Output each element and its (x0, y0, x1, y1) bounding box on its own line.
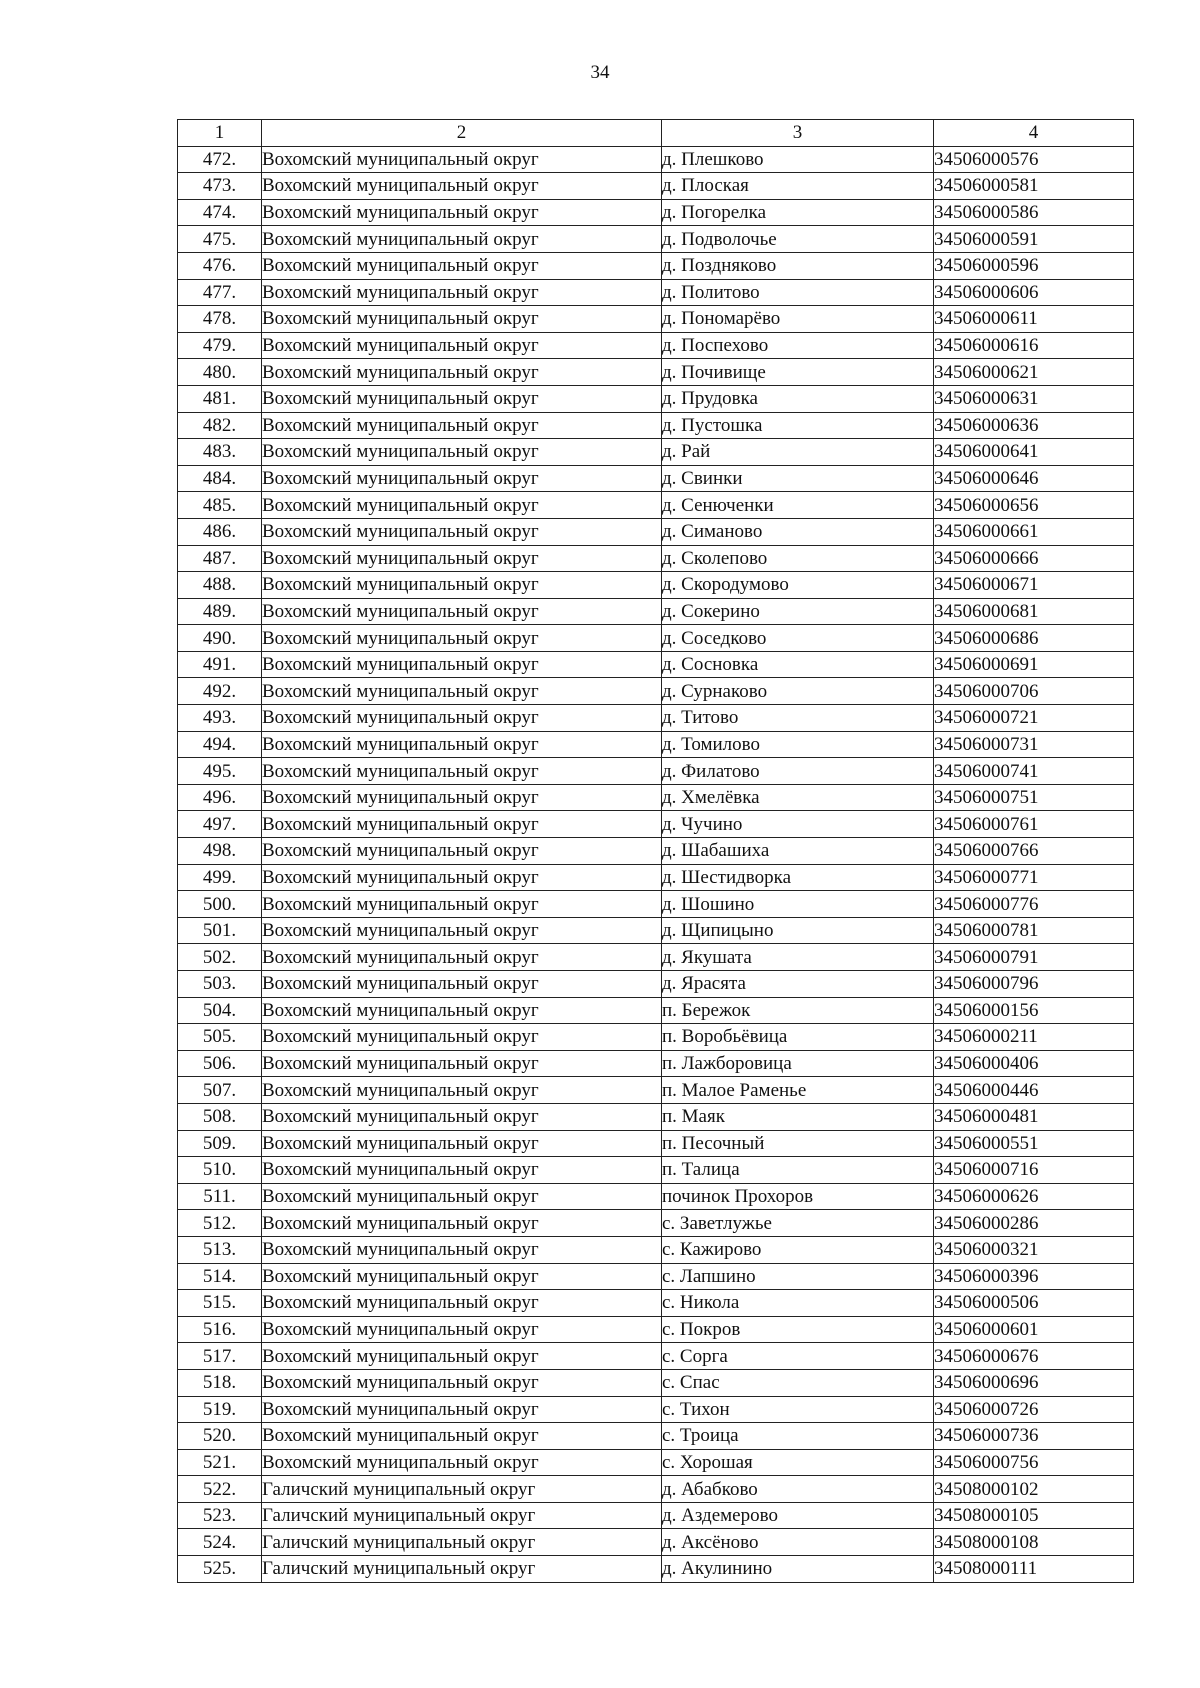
district-cell: Вохомский муниципальный округ (262, 359, 662, 386)
oktmo-code-cell: 34506000596 (934, 252, 1134, 279)
oktmo-code-cell: 34506000286 (934, 1210, 1134, 1237)
oktmo-code-cell: 34506000601 (934, 1316, 1134, 1343)
table-row (178, 545, 1134, 572)
table-row (178, 917, 1134, 944)
district-cell: Вохомский муниципальный округ (262, 572, 662, 599)
table-row (178, 1396, 1134, 1423)
table-row (178, 678, 1134, 705)
oktmo-code-cell: 34506000726 (934, 1396, 1134, 1423)
header-col-3: 3 (662, 120, 934, 147)
row-number-cell: 521. (178, 1449, 262, 1476)
district-cell: Вохомский муниципальный округ (262, 332, 662, 359)
row-number-cell: 508. (178, 1103, 262, 1130)
oktmo-code-cell: 34506000321 (934, 1236, 1134, 1263)
table-row (178, 279, 1134, 306)
oktmo-code-cell: 34506000791 (934, 944, 1134, 971)
row-number-cell: 488. (178, 572, 262, 599)
settlement-cell: д. Плоская (662, 173, 934, 200)
oktmo-code-cell: 34506000781 (934, 917, 1134, 944)
district-cell: Вохомский муниципальный округ (262, 1290, 662, 1317)
table-row (178, 1210, 1134, 1237)
district-cell: Вохомский муниципальный округ (262, 465, 662, 492)
oktmo-code-cell: 34506000686 (934, 625, 1134, 652)
district-cell: Галичский муниципальный округ (262, 1502, 662, 1529)
table-row (178, 1183, 1134, 1210)
district-cell: Вохомский муниципальный округ (262, 944, 662, 971)
oktmo-code-cell: 34506000656 (934, 492, 1134, 519)
settlement-cell: с. Лапшино (662, 1263, 934, 1290)
district-cell: Вохомский муниципальный округ (262, 1157, 662, 1184)
oktmo-code-cell: 34508000102 (934, 1476, 1134, 1503)
settlement-cell: с. Спас (662, 1369, 934, 1396)
district-cell: Вохомский муниципальный округ (262, 1210, 662, 1237)
settlement-cell: с. Заветлужье (662, 1210, 934, 1237)
table-row (178, 199, 1134, 226)
oktmo-code-cell: 34506000666 (934, 545, 1134, 572)
district-cell: Вохомский муниципальный округ (262, 1130, 662, 1157)
settlement-cell: п. Бережок (662, 997, 934, 1024)
header-col-1: 1 (178, 120, 262, 147)
district-cell: Вохомский муниципальный округ (262, 625, 662, 652)
row-number-cell: 492. (178, 678, 262, 705)
oktmo-code-cell: 34508000111 (934, 1556, 1134, 1583)
oktmo-code-cell: 34506000741 (934, 758, 1134, 785)
district-cell: Вохомский муниципальный округ (262, 1396, 662, 1423)
settlement-cell: д. Сокерино (662, 598, 934, 625)
table-row (178, 997, 1134, 1024)
settlement-cell: с. Хорошая (662, 1449, 934, 1476)
row-number-cell: 477. (178, 279, 262, 306)
district-cell: Вохомский муниципальный округ (262, 784, 662, 811)
settlement-cell: починок Прохоров (662, 1183, 934, 1210)
district-cell: Вохомский муниципальный округ (262, 1236, 662, 1263)
district-cell: Вохомский муниципальный округ (262, 1050, 662, 1077)
table-row (178, 838, 1134, 865)
table-row (178, 1077, 1134, 1104)
oktmo-code-cell: 34506000756 (934, 1449, 1134, 1476)
district-cell: Вохомский муниципальный округ (262, 917, 662, 944)
table-row (178, 784, 1134, 811)
oktmo-code-cell: 34506000691 (934, 651, 1134, 678)
table-row (178, 572, 1134, 599)
district-cell: Вохомский муниципальный округ (262, 279, 662, 306)
row-number-cell: 506. (178, 1050, 262, 1077)
row-number-cell: 513. (178, 1236, 262, 1263)
row-number-cell: 523. (178, 1502, 262, 1529)
district-cell: Вохомский муниципальный округ (262, 385, 662, 412)
district-cell: Вохомский муниципальный округ (262, 1423, 662, 1450)
table-row (178, 705, 1134, 732)
district-cell: Вохомский муниципальный округ (262, 412, 662, 439)
row-number-cell: 494. (178, 731, 262, 758)
district-cell: Галичский муниципальный округ (262, 1476, 662, 1503)
table-row (178, 864, 1134, 891)
table-row (178, 306, 1134, 333)
table-row (178, 1369, 1134, 1396)
table-row (178, 1050, 1134, 1077)
settlement-cell: д. Аздемерово (662, 1502, 934, 1529)
row-number-cell: 490. (178, 625, 262, 652)
row-number-cell: 473. (178, 173, 262, 200)
oktmo-code-cell: 34506000606 (934, 279, 1134, 306)
district-cell: Вохомский муниципальный округ (262, 1024, 662, 1051)
row-number-cell: 499. (178, 864, 262, 891)
settlement-cell: д. Рай (662, 439, 934, 466)
row-number-cell: 479. (178, 332, 262, 359)
table-row (178, 1343, 1134, 1370)
settlement-cell: д. Ярасята (662, 971, 934, 998)
oktmo-code-cell: 34506000716 (934, 1157, 1134, 1184)
settlement-cell: д. Абабково (662, 1476, 934, 1503)
oktmo-code-cell: 34506000481 (934, 1103, 1134, 1130)
district-cell: Вохомский муниципальный округ (262, 518, 662, 545)
oktmo-code-cell: 34506000766 (934, 838, 1134, 865)
row-number-cell: 509. (178, 1130, 262, 1157)
row-number-cell: 472. (178, 146, 262, 173)
district-cell: Вохомский муниципальный округ (262, 439, 662, 466)
row-number-cell: 515. (178, 1290, 262, 1317)
oktmo-code-cell: 34506000506 (934, 1290, 1134, 1317)
oktmo-code-cell: 34506000576 (934, 146, 1134, 173)
settlement-cell: д. Поспехово (662, 332, 934, 359)
table-row (178, 385, 1134, 412)
oktmo-code-cell: 34506000156 (934, 997, 1134, 1024)
oktmo-code-cell: 34506000776 (934, 891, 1134, 918)
row-number-cell: 496. (178, 784, 262, 811)
oktmo-code-cell: 34506000731 (934, 731, 1134, 758)
table-row (178, 492, 1134, 519)
table-row (178, 1236, 1134, 1263)
oktmo-code-cell: 34506000616 (934, 332, 1134, 359)
settlement-cell: д. Прудовка (662, 385, 934, 412)
oktmo-code-cell: 34506000671 (934, 572, 1134, 599)
settlement-cell: д. Плешково (662, 146, 934, 173)
district-cell: Вохомский муниципальный округ (262, 598, 662, 625)
oktmo-code-cell: 34506000761 (934, 811, 1134, 838)
settlement-cell: д. Аксёново (662, 1529, 934, 1556)
district-cell: Вохомский муниципальный округ (262, 1316, 662, 1343)
table-row (178, 944, 1134, 971)
row-number-cell: 507. (178, 1077, 262, 1104)
oktmo-code-cell: 34506000611 (934, 306, 1134, 333)
settlement-cell: д. Симаново (662, 518, 934, 545)
row-number-cell: 502. (178, 944, 262, 971)
table-row (178, 359, 1134, 386)
settlements-table (177, 119, 1134, 1583)
row-number-cell: 476. (178, 252, 262, 279)
settlement-cell: д. Пустошка (662, 412, 934, 439)
settlement-cell: п. Воробьёвица (662, 1024, 934, 1051)
oktmo-code-cell: 34506000771 (934, 864, 1134, 891)
table-row (178, 146, 1134, 173)
district-cell: Вохомский муниципальный округ (262, 173, 662, 200)
district-cell: Вохомский муниципальный округ (262, 731, 662, 758)
row-number-cell: 501. (178, 917, 262, 944)
row-number-cell: 516. (178, 1316, 262, 1343)
table-row (178, 1263, 1134, 1290)
settlement-cell: с. Сорга (662, 1343, 934, 1370)
row-number-cell: 481. (178, 385, 262, 412)
settlement-cell: с. Тихон (662, 1396, 934, 1423)
district-cell: Вохомский муниципальный округ (262, 1263, 662, 1290)
oktmo-code-cell: 34506000676 (934, 1343, 1134, 1370)
district-cell: Вохомский муниципальный округ (262, 838, 662, 865)
row-number-cell: 486. (178, 518, 262, 545)
oktmo-code-cell: 34506000551 (934, 1130, 1134, 1157)
table-row (178, 1316, 1134, 1343)
district-cell: Вохомский муниципальный округ (262, 651, 662, 678)
settlement-cell: д. Почивище (662, 359, 934, 386)
oktmo-code-cell: 34506000636 (934, 412, 1134, 439)
oktmo-code-cell: 34508000105 (934, 1502, 1134, 1529)
table-row (178, 173, 1134, 200)
district-cell: Вохомский муниципальный округ (262, 891, 662, 918)
oktmo-code-cell: 34506000721 (934, 705, 1134, 732)
row-number-cell: 504. (178, 997, 262, 1024)
table-row (178, 252, 1134, 279)
table-row (178, 1423, 1134, 1450)
district-cell: Вохомский муниципальный округ (262, 1343, 662, 1370)
settlement-cell: д. Чучино (662, 811, 934, 838)
table-row (178, 1103, 1134, 1130)
row-number-cell: 500. (178, 891, 262, 918)
district-cell: Вохомский муниципальный округ (262, 252, 662, 279)
row-number-cell: 517. (178, 1343, 262, 1370)
oktmo-code-cell: 34508000108 (934, 1529, 1134, 1556)
row-number-cell: 487. (178, 545, 262, 572)
settlement-cell: д. Соседково (662, 625, 934, 652)
table-body (178, 146, 1134, 1582)
settlement-cell: д. Акулинино (662, 1556, 934, 1583)
table-row (178, 1290, 1134, 1317)
oktmo-code-cell: 34506000796 (934, 971, 1134, 998)
oktmo-code-cell: 34506000706 (934, 678, 1134, 705)
row-number-cell: 483. (178, 439, 262, 466)
row-number-cell: 505. (178, 1024, 262, 1051)
table-row (178, 226, 1134, 253)
table-row (178, 1024, 1134, 1051)
table-row (178, 1476, 1134, 1503)
settlement-cell: д. Сколепово (662, 545, 934, 572)
table-row (178, 1529, 1134, 1556)
row-number-cell: 491. (178, 651, 262, 678)
district-cell: Вохомский муниципальный округ (262, 758, 662, 785)
table-row (178, 439, 1134, 466)
table-row (178, 651, 1134, 678)
table-row (178, 1449, 1134, 1476)
table-row (178, 811, 1134, 838)
oktmo-code-cell: 34506000396 (934, 1263, 1134, 1290)
row-number-cell: 484. (178, 465, 262, 492)
table-row (178, 1157, 1134, 1184)
table-row (178, 758, 1134, 785)
settlement-cell: д. Погорелка (662, 199, 934, 226)
district-cell: Галичский муниципальный округ (262, 1556, 662, 1583)
settlement-cell: п. Лажборовица (662, 1050, 934, 1077)
oktmo-code-cell: 34506000661 (934, 518, 1134, 545)
oktmo-code-cell: 34506000641 (934, 439, 1134, 466)
row-number-cell: 478. (178, 306, 262, 333)
row-number-cell: 520. (178, 1423, 262, 1450)
district-cell: Вохомский муниципальный округ (262, 492, 662, 519)
district-cell: Вохомский муниципальный округ (262, 1183, 662, 1210)
district-cell: Вохомский муниципальный округ (262, 997, 662, 1024)
row-number-cell: 495. (178, 758, 262, 785)
settlement-cell: д. Якушата (662, 944, 934, 971)
table-row (178, 412, 1134, 439)
row-number-cell: 522. (178, 1476, 262, 1503)
table-row (178, 625, 1134, 652)
oktmo-code-cell: 34506000581 (934, 173, 1134, 200)
district-cell: Вохомский муниципальный округ (262, 1369, 662, 1396)
oktmo-code-cell: 34506000696 (934, 1369, 1134, 1396)
oktmo-code-cell: 34506000446 (934, 1077, 1134, 1104)
settlement-cell: д. Шестидворка (662, 864, 934, 891)
settlement-cell: с. Кажирово (662, 1236, 934, 1263)
table-row (178, 731, 1134, 758)
header-col-4: 4 (934, 120, 1134, 147)
settlement-cell: д. Сурнаково (662, 678, 934, 705)
settlement-cell: д. Шошино (662, 891, 934, 918)
settlement-cell: д. Пономарёво (662, 306, 934, 333)
district-cell: Вохомский муниципальный округ (262, 1077, 662, 1104)
district-cell: Вохомский муниципальный округ (262, 226, 662, 253)
oktmo-code-cell: 34506000586 (934, 199, 1134, 226)
district-cell: Вохомский муниципальный округ (262, 864, 662, 891)
settlement-cell: д. Шабашиха (662, 838, 934, 865)
row-number-cell: 493. (178, 705, 262, 732)
row-number-cell: 511. (178, 1183, 262, 1210)
row-number-cell: 498. (178, 838, 262, 865)
table-row (178, 1130, 1134, 1157)
row-number-cell: 524. (178, 1529, 262, 1556)
oktmo-code-cell: 34506000406 (934, 1050, 1134, 1077)
row-number-cell: 474. (178, 199, 262, 226)
district-cell: Вохомский муниципальный округ (262, 545, 662, 572)
district-cell: Вохомский муниципальный округ (262, 971, 662, 998)
district-cell: Вохомский муниципальный округ (262, 199, 662, 226)
table-row (178, 332, 1134, 359)
settlement-cell: д. Титово (662, 705, 934, 732)
row-number-cell: 514. (178, 1263, 262, 1290)
table-row (178, 891, 1134, 918)
row-number-cell: 519. (178, 1396, 262, 1423)
oktmo-code-cell: 34506000591 (934, 226, 1134, 253)
row-number-cell: 525. (178, 1556, 262, 1583)
row-number-cell: 480. (178, 359, 262, 386)
header-col-2: 2 (262, 120, 662, 147)
district-cell: Вохомский муниципальный округ (262, 1103, 662, 1130)
district-cell: Вохомский муниципальный округ (262, 146, 662, 173)
settlement-cell: п. Талица (662, 1157, 934, 1184)
district-cell: Вохомский муниципальный округ (262, 306, 662, 333)
row-number-cell: 512. (178, 1210, 262, 1237)
oktmo-code-cell: 34506000736 (934, 1423, 1134, 1450)
settlement-cell: д. Хмелёвка (662, 784, 934, 811)
table-row (178, 518, 1134, 545)
settlement-cell: п. Маяк (662, 1103, 934, 1130)
row-number-cell: 510. (178, 1157, 262, 1184)
settlement-cell: п. Песочный (662, 1130, 934, 1157)
row-number-cell: 503. (178, 971, 262, 998)
table-row (178, 971, 1134, 998)
settlement-cell: д. Сенюченки (662, 492, 934, 519)
district-cell: Галичский муниципальный округ (262, 1529, 662, 1556)
row-number-cell: 485. (178, 492, 262, 519)
table-row (178, 1556, 1134, 1583)
oktmo-code-cell: 34506000631 (934, 385, 1134, 412)
settlement-cell: д. Щипицыно (662, 917, 934, 944)
settlement-cell: д. Сосновка (662, 651, 934, 678)
settlement-cell: д. Томилово (662, 731, 934, 758)
row-number-cell: 489. (178, 598, 262, 625)
settlement-cell: д. Свинки (662, 465, 934, 492)
settlement-cell: с. Никола (662, 1290, 934, 1317)
table-row (178, 465, 1134, 492)
oktmo-code-cell: 34506000621 (934, 359, 1134, 386)
settlement-cell: с. Троица (662, 1423, 934, 1450)
district-cell: Вохомский муниципальный округ (262, 705, 662, 732)
table-row (178, 598, 1134, 625)
oktmo-code-cell: 34506000751 (934, 784, 1134, 811)
oktmo-code-cell: 34506000646 (934, 465, 1134, 492)
row-number-cell: 497. (178, 811, 262, 838)
district-cell: Вохомский муниципальный округ (262, 1449, 662, 1476)
row-number-cell: 482. (178, 412, 262, 439)
district-cell: Вохомский муниципальный округ (262, 811, 662, 838)
row-number-cell: 518. (178, 1369, 262, 1396)
settlement-cell: п. Малое Раменье (662, 1077, 934, 1104)
table-header-row (178, 120, 1134, 147)
district-cell: Вохомский муниципальный округ (262, 678, 662, 705)
page-number: 34 (590, 62, 610, 83)
settlement-cell: д. Поздняково (662, 252, 934, 279)
oktmo-code-cell: 34506000626 (934, 1183, 1134, 1210)
oktmo-code-cell: 34506000681 (934, 598, 1134, 625)
settlement-cell: д. Скородумово (662, 572, 934, 599)
settlement-cell: д. Подволочье (662, 226, 934, 253)
row-number-cell: 475. (178, 226, 262, 253)
settlement-cell: д. Филатово (662, 758, 934, 785)
table-row (178, 1502, 1134, 1529)
oktmo-code-cell: 34506000211 (934, 1024, 1134, 1051)
settlement-cell: с. Покров (662, 1316, 934, 1343)
settlement-cell: д. Политово (662, 279, 934, 306)
